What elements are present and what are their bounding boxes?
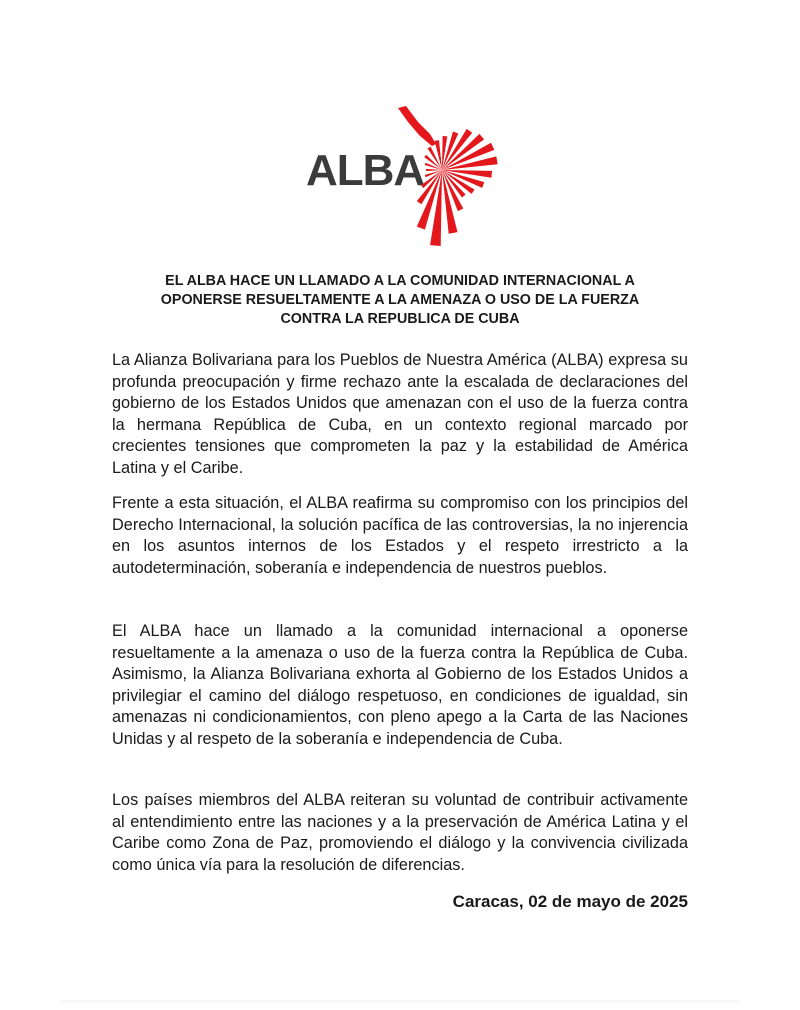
page-edge: [60, 1000, 740, 1006]
title-line-1: EL ALBA HACE UN LLAMADO A LA COMUNIDAD INTERNACIONAL A: [165, 273, 635, 289]
paragraph-2: Frente a esta situación, el ALBA reafirma su compromiso con los principios del Derecho Internacional, la solución pacífica de las controversias, la no injerencia en los asuntos internos de los Estados y el respeto irrestricto a la autodeterminación, soberanía e independencia de nuestros pueblos.: [112, 494, 688, 577]
alba-logo: [300, 100, 500, 250]
title-line-2: OPONERSE RESUELTAMENTE A LA AMENAZA O USO DE LA FUERZA: [160, 292, 640, 308]
logo-wordmark: ALBA: [306, 146, 425, 195]
title-line-3: CONTRA LA REPUBLICA DE CUBA: [280, 311, 520, 327]
paragraph-4: Los países miembros del ALBA reiteran su voluntad de contribuir activamente al entendimiento entre las naciones y a la preservación de América Latina y el Caribe como Zona de Paz, promoviendo el diálogo y la convivencia civilizada como única vía para la resolución de diferencias.: [112, 791, 688, 874]
latin-america-map-icon: [396, 100, 500, 250]
document-title: [100, 272, 700, 329]
place-date-signature: Caracas, 02 de mayo de 2025: [452, 892, 688, 911]
paragraph-3: El ALBA hace un llamado a la comunidad internacional a oponerse resueltamente a la amenaza o uso de la fuerza contra la República de Cuba. Asimismo, la Alianza Bolivariana exhorta al Gobierno de los Estados Unidos a privilegiar el camino del diálogo respetuoso, en condiciones de igualdad, sin amenazas ni condicionamientos, con pleno apego a la Carta de las Naciones Unidas y al respeto de la soberanía e independencia de Cuba.: [112, 622, 688, 748]
paragraph-1: La Alianza Bolivariana para los Pueblos de Nuestra América (ALBA) expresa su profunda preocupación y firme rechazo ante la escalada de declaraciones del gobierno de los Estados Unidos que amenazan con el uso de la fuerza contra la hermana República de Cuba, en un contexto regional marcado por crecientes tensiones que comprometen la paz y la estabilidad de América Latina y el Caribe.: [112, 351, 688, 477]
